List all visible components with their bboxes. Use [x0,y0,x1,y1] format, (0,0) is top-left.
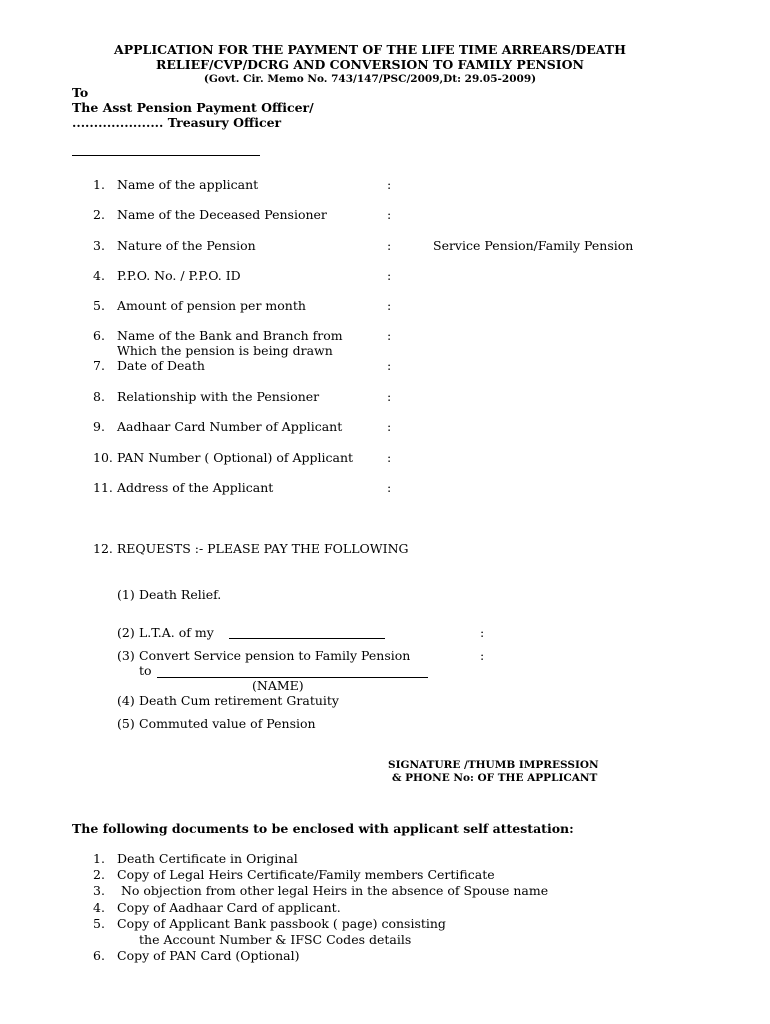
field-value-applicant-name[interactable] [410,177,730,193]
request-num: (1) [117,587,135,602]
doc-passbook-copy: Copy of Applicant Bank passbook ( page) consisting [117,916,446,931]
field-colon: : [387,177,392,192]
request-num: (5) [117,716,135,731]
field-value-pan[interactable] [410,450,730,466]
documents-heading: The following documents to be enclosed with applicant self attestation: [72,821,574,836]
doc-legal-heirs: Copy of Legal Heirs Certificate/Family members Certificate [117,867,495,882]
request-num: (4) [117,693,135,708]
doc-death-certificate: Death Certificate in Original [117,851,298,866]
field-label-aadhaar: Aadhaar Card Number of Applicant [117,419,343,434]
field-colon: : [387,238,392,253]
request-commuted-value: Commuted value of Pension [139,716,316,731]
field-value-pension-amount[interactable] [410,298,730,314]
doc-passbook-copy-cont: the Account Number & IFSC Codes details [139,932,412,947]
doc-aadhaar-copy: Copy of Aadhaar Card of applicant. [117,900,341,915]
field-num: 7. [93,358,105,373]
field-colon: : [387,419,392,434]
field-value-date-of-death[interactable] [410,358,730,374]
field-num: 6. [93,328,105,343]
request-dcrg: Death Cum retirement Gratuity [139,693,339,708]
field-label-pension-nature: Nature of the Pension [117,238,256,253]
doc-num: 1. [93,851,105,866]
doc-pan-copy: Copy of PAN Card (Optional) [117,948,300,963]
field-label-pension-amount: Amount of pension per month [117,298,306,313]
field-num: 1. [93,177,105,192]
name-label: (NAME) [252,678,304,693]
request-convert-pension: Convert Service pension to Family Pension [139,648,411,663]
field-label-address: Address of the Applicant [117,480,274,495]
field-label-pan: PAN Number ( Optional) of Applicant [117,450,354,465]
field-value-bank-branch[interactable] [410,328,730,344]
doc-num: 2. [93,867,105,882]
doc-no-objection: No objection from other legal Heirs in the absence of Spouse name [117,883,549,898]
request-convert-to: to [139,663,152,678]
request-num: (2) [117,625,135,640]
requests-heading: 12. REQUESTS :- PLEASE PAY THE FOLLOWING [93,541,409,556]
field-label-date-of-death: Date of Death [117,358,205,373]
field-colon: : [387,328,392,343]
request-num: (3) [117,648,135,663]
field-colon: : [387,298,392,313]
field-label-relationship: Relationship with the Pensioner [117,389,320,404]
govt-memo-reference: (Govt. Cir. Memo No. 743/147/PSC/2009,Dt: 29.05-2009) [203,73,537,85]
address-to: To [72,85,89,100]
reference-blank-line[interactable] [72,155,260,156]
field-num: 5. [93,298,105,313]
field-colon: : [387,480,392,495]
field-colon: : [387,268,392,283]
request-death-relief: Death Relief. [139,587,222,602]
doc-num: 3. [93,883,105,898]
field-num: 11. [93,480,113,495]
request-lta: L.T.A. of my [139,625,214,640]
form-title-line1: APPLICATION FOR THE PAYMENT OF THE LIFE TIME ARREARS/DEATH [114,42,626,57]
field-num: 10. [93,450,113,465]
request-colon: : [480,648,485,663]
field-label-ppo-number: P.P.O. No. / P.P.O. ID [117,268,241,283]
field-num: 2. [93,207,105,222]
field-num: 4. [93,268,105,283]
field-colon: : [387,207,392,222]
lta-blank-line[interactable] [229,638,385,639]
field-value-aadhaar[interactable] [410,419,730,435]
phone-label: & PHONE No: OF THE APPLICANT [392,772,598,784]
field-value-ppo-number[interactable] [410,268,730,284]
field-colon: : [387,389,392,404]
field-colon: : [387,450,392,465]
field-num: 3. [93,238,105,253]
field-colon: : [387,358,392,373]
address-line1: The Asst Pension Payment Officer/ [72,100,314,115]
field-label-bank-branch: Name of the Bank and Branch from [117,328,343,343]
form-title-line2: RELIEF/CVP/DCRG AND CONVERSION TO FAMILY PENSION [156,57,584,72]
field-label-applicant-name: Name of the applicant [117,177,259,192]
doc-num: 6. [93,948,105,963]
field-num: 8. [93,389,105,404]
doc-num: 5. [93,916,105,931]
request-colon: : [480,625,485,640]
field-num: 9. [93,419,105,434]
field-label-deceased-pensioner: Name of the Deceased Pensioner [117,207,327,222]
field-label-bank-branch-cont: Which the pension is being drawn [117,343,333,358]
field-value-pension-nature[interactable]: Service Pension/Family Pension [433,238,634,253]
signature-label: SIGNATURE /THUMB IMPRESSION [388,759,599,771]
field-value-relationship[interactable] [410,389,730,405]
address-line2: ..................... Treasury Officer [72,115,282,130]
field-value-deceased-pensioner[interactable] [410,207,730,223]
field-value-address[interactable] [410,480,730,496]
doc-num: 4. [93,900,105,915]
